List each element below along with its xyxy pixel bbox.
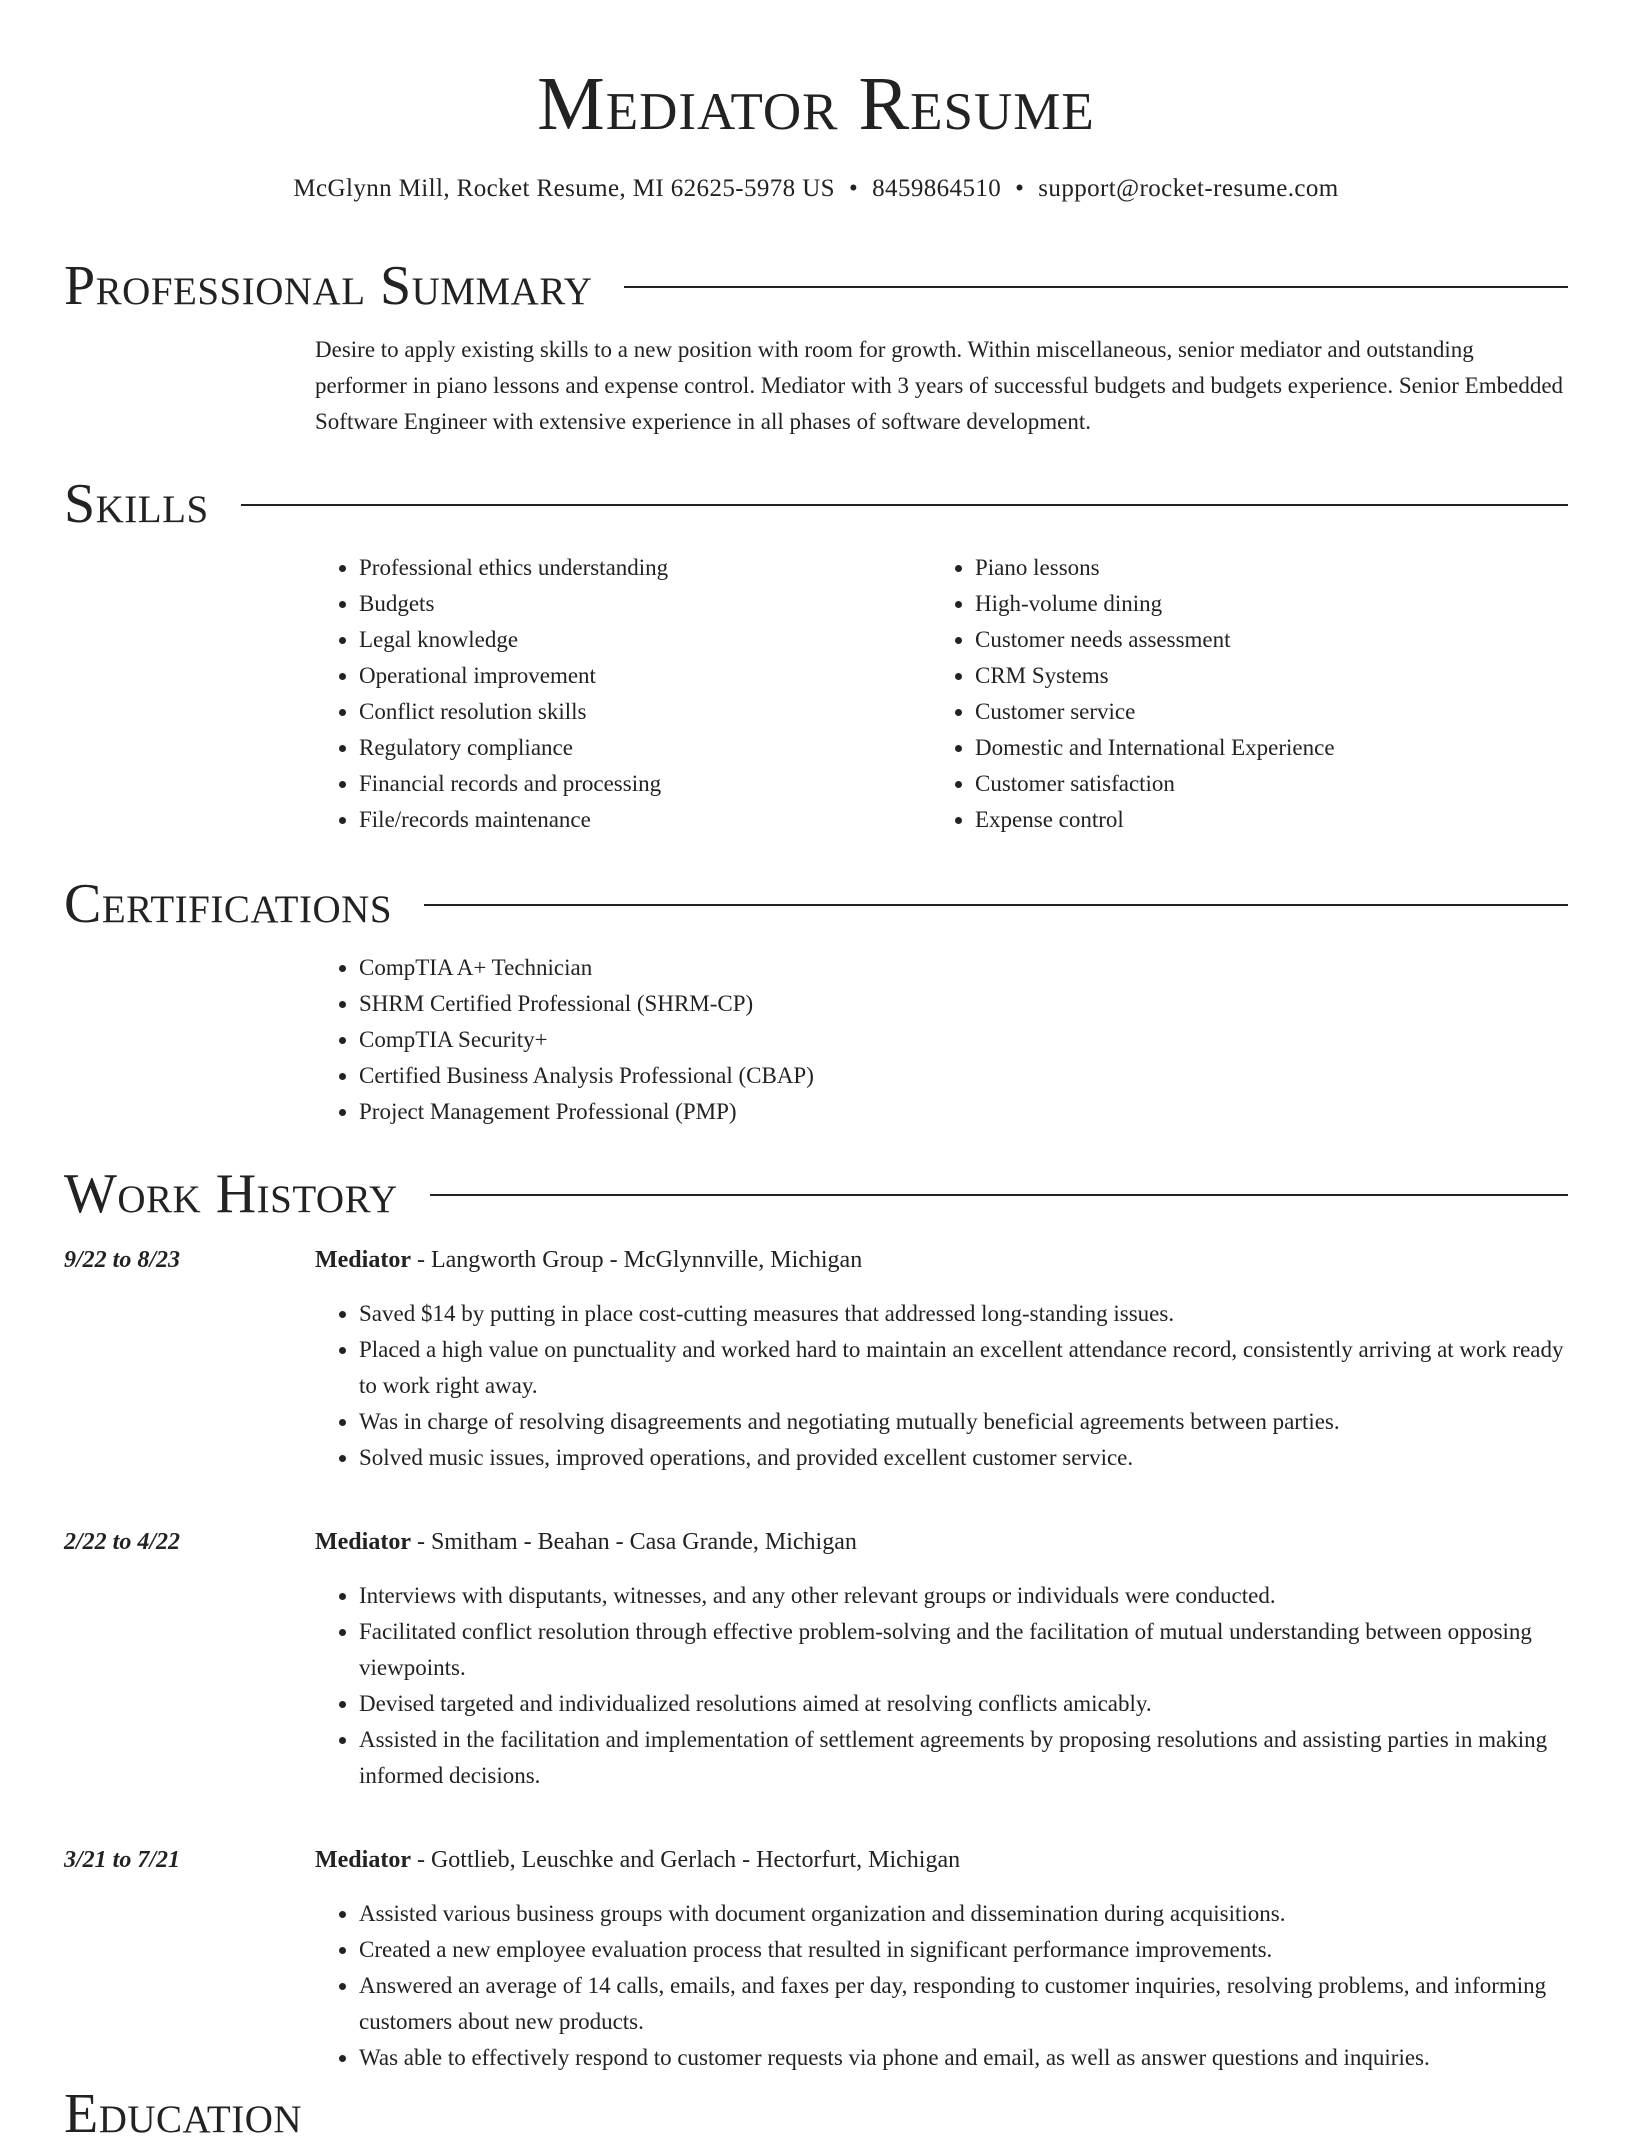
certification-list: [315, 950, 1568, 1130]
job-entry: [64, 1524, 1568, 1794]
skills-section: [64, 472, 1568, 838]
section-header: [64, 472, 1568, 536]
section-divider: [430, 1194, 1568, 1196]
job-bullet: • Interviews with disputants, witnesses, and any other relevant groups or individuals were conducted.: [359, 1578, 1568, 1614]
skills-grid: [315, 550, 1568, 838]
section-title: Professional Summary: [64, 255, 593, 317]
certification-item: • Certified Business Analysis Professional (CBAP): [359, 1058, 1568, 1094]
job-dates: 2/22 to 4/22: [64, 1529, 181, 1555]
certifications-section: [64, 872, 1568, 1130]
skills-column-right: [931, 550, 1547, 838]
skill-item: • File/records maintenance: [359, 802, 931, 838]
job-title-line: [315, 1524, 1568, 1560]
skill-item: • Legal knowledge: [359, 622, 931, 658]
skill-item: • Operational improvement: [359, 658, 931, 694]
job-role: Mediator: [315, 1529, 411, 1555]
contact-phone: 8459864510: [872, 175, 1002, 202]
job-bullet: • Assisted in the facilitation and implementation of settlement agreements by proposing resolutions and assisting parties in making informed decisions.: [359, 1722, 1568, 1794]
section-divider: [424, 904, 1568, 906]
job-bullet: • Devised targeted and individualized resolutions aimed at resolving conflicts amicably.: [359, 1686, 1568, 1722]
job-title-line: [315, 1242, 1568, 1278]
section-header: [64, 2082, 1568, 2146]
contact-separator: •: [1015, 175, 1025, 202]
section-divider: [241, 504, 1568, 506]
job-entry: [64, 1842, 1568, 2076]
section-header: [64, 254, 1568, 318]
section-title: Education: [64, 2083, 303, 2145]
section-header: [64, 872, 1568, 936]
certification-item: • Project Management Professional (PMP): [359, 1094, 1568, 1130]
contact-address: McGlynn Mill, Rocket Resume, MI 62625-5978 US: [293, 175, 835, 202]
contact-line: [0, 172, 1632, 206]
skill-item: • Customer satisfaction: [975, 766, 1547, 802]
work-history-section: [64, 1162, 1568, 2076]
job-bullets: [315, 1296, 1568, 1476]
job-bullet: • Assisted various business groups with document organization and dissemination during acquisitions.: [359, 1896, 1568, 1932]
certification-item: • SHRM Certified Professional (SHRM-CP): [359, 986, 1568, 1022]
job-bullet: • Answered an average of 14 calls, emails, and faxes per day, responding to customer inquiries, resolving problems, and informing customers about new products.: [359, 1968, 1568, 2040]
skill-item: • Piano lessons: [975, 550, 1547, 586]
job-bullet: • Created a new employee evaluation process that resulted in significant performance improvements.: [359, 1932, 1568, 1968]
certification-item: • CompTIA A+ Technician: [359, 950, 1568, 986]
job-bullet: • Saved $14 by putting in place cost-cutting measures that addressed long-standing issues.: [359, 1296, 1568, 1332]
job-bullets: [315, 1578, 1568, 1794]
section-title: Certifications: [64, 873, 393, 935]
job-employer: - Smitham - Beahan - Casa Grande, Michigan: [410, 1529, 857, 1555]
section-divider: [624, 286, 1568, 288]
skill-item: • Regulatory compliance: [359, 730, 931, 766]
skill-item: • Conflict resolution skills: [359, 694, 931, 730]
job-entry: [64, 1242, 1568, 1476]
skill-item: • Domestic and International Experience: [975, 730, 1547, 766]
job-title-line: [315, 1842, 1568, 1878]
skill-item: • Customer service: [975, 694, 1547, 730]
resume-title: Mediator Resume: [537, 62, 1095, 146]
job-bullets: [315, 1896, 1568, 2076]
job-role: Mediator: [315, 1247, 411, 1273]
skill-item: • Financial records and processing: [359, 766, 931, 802]
skills-column-left: [315, 550, 931, 838]
education-section: [64, 2082, 1568, 2146]
job-bullet: • Solved music issues, improved operations, and provided excellent customer service.: [359, 1440, 1568, 1476]
skill-item: • CRM Systems: [975, 658, 1547, 694]
contact-email: support@rocket-resume.com: [1038, 175, 1339, 202]
skill-item: • Professional ethics understanding: [359, 550, 931, 586]
summary-section: [64, 254, 1568, 440]
job-bullet: • Facilitated conflict resolution through effective problem-solving and the facilitation of mutual understanding between opposing viewpoints.: [359, 1614, 1568, 1686]
job-bullet: • Was in charge of resolving disagreements and negotiating mutually beneficial agreements between parties.: [359, 1404, 1568, 1440]
skill-item: • Customer needs assessment: [975, 622, 1547, 658]
skill-item: • High-volume dining: [975, 586, 1547, 622]
skill-item: • Expense control: [975, 802, 1547, 838]
job-dates: 3/21 to 7/21: [64, 1847, 181, 1873]
section-title: Work History: [64, 1163, 398, 1225]
job-bullet: • Was able to effectively respond to customer requests via phone and email, as well as answer questions and inquiries.: [359, 2040, 1568, 2076]
section-header: [64, 1162, 1568, 1226]
job-dates: 9/22 to 8/23: [64, 1247, 181, 1273]
contact-separator: •: [848, 175, 859, 202]
summary-text: Desire to apply existing skills to a new position with room for growth. Within miscellaneous, senior mediator and outstanding performer in piano lessons and expense control. Mediator with 3 years of successful budgets and budgets experience. Senior Embedded Software Engineer with extensive experience in all phases of software development.: [315, 337, 1564, 434]
certification-item: • CompTIA Security+: [359, 1022, 1568, 1058]
section-title: Skills: [64, 473, 209, 535]
job-employer: - Langworth Group - McGlynnville, Michigan: [410, 1247, 863, 1273]
job-role: Mediator: [315, 1847, 411, 1873]
skill-item: • Budgets: [359, 586, 931, 622]
job-employer: - Gottlieb, Leuschke and Gerlach - Hectorfurt, Michigan: [410, 1847, 961, 1873]
job-bullet: • Placed a high value on punctuality and worked hard to maintain an excellent attendance record, consistently arriving at work ready to work right away.: [359, 1332, 1568, 1404]
